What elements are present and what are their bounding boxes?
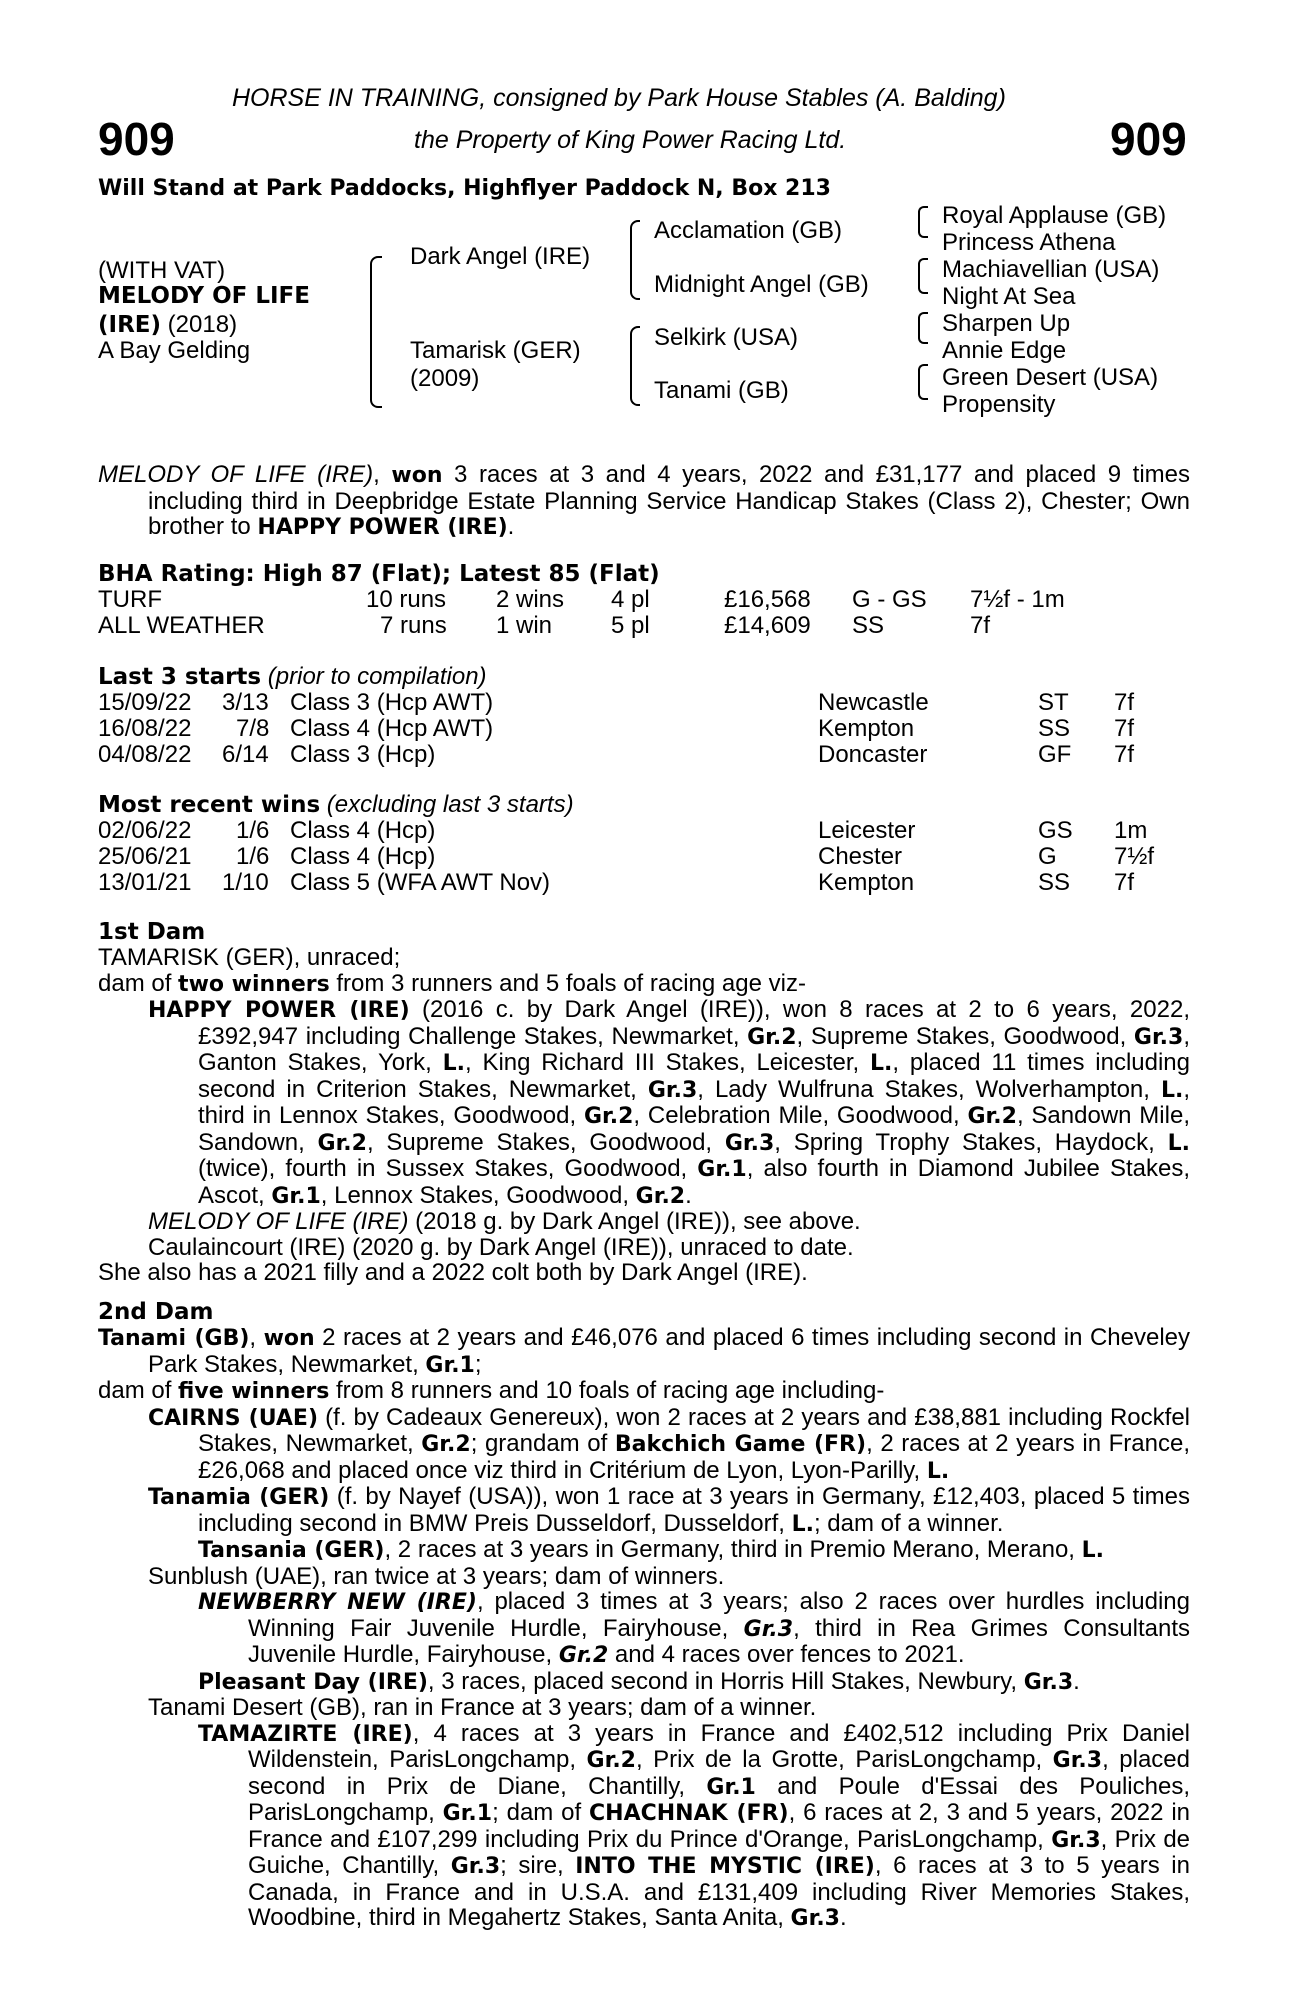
last3-course: Newcastle: [818, 689, 929, 716]
horse-name: MELODY OF LIFE: [98, 283, 310, 309]
tanamia-entry: Tanamia (GER) (f. by Nayef (USA)), won 1 race at 3 years in Germany, £12,403, placed 5 times including second in BMW Preis Dusseldorf, Dusseldorf, L.; dam of a winner.: [148, 1483, 1190, 1537]
pedigree-brace-ss: [918, 206, 928, 238]
recent-pos: 1/10: [222, 869, 269, 896]
last3-dist: 7f: [1114, 741, 1135, 768]
rating-heading: BHA Rating: High 87 (Flat); Latest 85 (Flat): [98, 561, 660, 587]
rating-going: G - GS: [852, 586, 927, 613]
first-dam-name: TAMARISK (GER), unraced;: [98, 944, 401, 971]
recent-pos: 1/6: [236, 817, 270, 844]
rating-surface: ALL WEATHER: [98, 612, 265, 639]
sunblush-entry: Sunblush (UAE), ran twice at 3 years; dam of winners.: [148, 1562, 725, 1590]
pedigree-sdd: Night At Sea: [942, 283, 1076, 310]
last3-pos: 3/13: [222, 689, 269, 716]
pedigree-dam: Tamarisk (GER): [410, 337, 581, 364]
last3-dist: 7f: [1114, 715, 1135, 742]
pedigree-dam-year: (2009): [410, 365, 480, 392]
pedigree-sds: Machiavellian (USA): [942, 256, 1160, 283]
horse-name-line2: (IRE) (2018): [98, 311, 238, 338]
rating-wins: 1 win: [496, 612, 553, 639]
pedigree-sire-dam: Midnight Angel (GB): [654, 271, 869, 298]
rating-wins: 2 wins: [496, 586, 565, 613]
recent-date: 13/01/21: [98, 869, 192, 896]
tamazirte-entry: TAMAZIRTE (IRE), 4 races at 3 years in France and £402,512 including Prix Daniel Wildenstein, ParisLongchamp, Gr.2, Prix de la Grotte, ParisLongchamp, Gr.3, placed second in Prix de Diane, Chantilly, Gr.1 and Poule d'Essai des Pouliches, ParisLongchamp, Gr.1; dam of CHACHNAK (FR), 6 races at 2, 3 and 5 years, 2022 in France and £107,299 including Prix du Prince d'Orange, ParisLongchamp, Gr.3, Prix de Guiche, Chantilly, Gr.3; sire, INTO THE MYSTIC (IRE), 6 races at 3 to 5 years in Canada, in France and in U.S.A. and £131,409 including River Memories Stakes, Woodbine, third in Megahertz Stakes, Santa Anita, Gr.3.: [198, 1719, 1191, 1931]
last3-going: ST: [1038, 689, 1069, 716]
tansania-entry: Tansania (GER), 2 races at 3 years in Germany, third in Premio Merano, Merano, L.: [198, 1536, 1105, 1563]
recent-dist: 7f: [1114, 869, 1135, 896]
recent-course: Kempton: [818, 869, 915, 896]
second-dam-heading: 2nd Dam: [98, 1299, 214, 1325]
recent-class: Class 4 (Hcp): [290, 843, 436, 870]
last3-course: Doncaster: [818, 741, 928, 768]
recent-dist: 7½f: [1114, 843, 1155, 870]
rating-surface: TURF: [98, 586, 162, 613]
recent-date: 02/06/22: [98, 817, 192, 844]
last3-going: SS: [1038, 715, 1071, 742]
recent-pos: 1/6: [236, 843, 270, 870]
recent-course: Leicester: [818, 817, 916, 844]
cairns-entry: CAIRNS (UAE) (f. by Cadeaux Genereux), won 2 races at 2 years and £38,881 including Rockfel Stakes, Newmarket, Gr.2; grandam of Bakchich Game (FR), 2 races at 2 years in France, £26,068 and placed once viz third in Critérium de Lyon, Lyon-Parilly, L.: [148, 1403, 1190, 1484]
last3-class: Class 4 (Hcp AWT): [290, 715, 494, 742]
rating-money: £16,568: [724, 586, 811, 613]
tanami-entry: Tanami (GB), won 2 races at 2 years and £46,076 and placed 6 times including second in Cheveley Park Stakes, Newmarket, Gr.1;: [98, 1324, 1191, 1378]
last3-pos: 7/8: [236, 715, 270, 742]
recent-dist: 1m: [1114, 817, 1148, 844]
lot-number-left: 909: [98, 113, 175, 165]
pedigree-ssd: Princess Athena: [942, 229, 1116, 256]
pedigree-sire: Dark Angel (IRE): [410, 243, 591, 270]
pedigree-dds: Green Desert (USA): [942, 364, 1159, 391]
recent-class: Class 4 (Hcp): [290, 817, 436, 844]
property-line: the Property of King Power Racing Ltd.: [414, 126, 847, 154]
lot-number-right: 909: [1110, 113, 1187, 165]
recent-going: GS: [1038, 817, 1073, 844]
caulaincourt-entry: Caulaincourt (IRE) (2020 g. by Dark Angel (IRE)), unraced to date.: [148, 1233, 854, 1261]
race-summary: MELODY OF LIFE (IRE), won 3 races at 3 and 4 years, 2022 and £31,177 and placed 9 times including third in Deepbridge Estate Planning Service Handicap Stakes (Class 2), Chester; Own brother to HAPPY POWER (IRE).: [98, 461, 1191, 540]
pedigree-sire-sire: Acclamation (GB): [654, 217, 843, 244]
last3-date: 15/09/22: [98, 689, 192, 716]
pedigree-brace-ds: [918, 312, 928, 344]
pedigree-dam-sire: Selkirk (USA): [654, 324, 799, 351]
last3-dist: 7f: [1114, 689, 1135, 716]
vat-label: (WITH VAT): [98, 257, 226, 284]
pedigree-brace-dd: [918, 364, 928, 400]
tanami-desert-entry: Tanami Desert (GB), ran in France at 3 years; dam of a winner.: [148, 1694, 817, 1721]
pedigree-sss: Royal Applause (GB): [942, 202, 1167, 229]
second-dam-section: [98, 1325, 1190, 1932]
pedigree-dam-dam: Tanami (GB): [654, 377, 789, 404]
first-dam-produce: dam of two winners from 3 runners and 5 foals of racing age viz-: [98, 969, 806, 997]
consignment-line: HORSE IN TRAINING, consigned by Park House Stables (A. Balding): [232, 84, 1006, 112]
last3-class: Class 3 (Hcp): [290, 741, 436, 768]
stand-location: Will Stand at Park Paddocks, Highflyer Paddock N, Box 213: [98, 176, 831, 201]
rating-runs: 10 runs: [366, 586, 447, 613]
recent-course: Chester: [818, 843, 903, 870]
horse-description: A Bay Gelding: [98, 337, 251, 364]
last3-heading: Last 3 starts (prior to compilation): [98, 663, 487, 690]
happy-power-entry: HAPPY POWER (IRE) (2016 c. by Dark Angel (IRE)), won 8 races at 2 to 6 years, 2022, £392,947 including Challenge Stakes, Newmarket, Gr.2, Supreme Stakes, Goodwood, Gr.3, Ganton Stakes, York, L., King Richard III Stakes, Leicester, L., placed 11 times including second in Criterion Stakes, Newmarket, Gr.3, Lady Wulfruna Stakes, Wolverhampton, L., third in Lennox Stakes, Goodwood, Gr.2, Celebration Mile, Goodwood, Gr.2, Sandown Mile, Sandown, Gr.2, Supreme Stakes, Goodwood, Gr.3, Spring Trophy Stakes, Haydock, L. (twice), fourth in Sussex Stakes, Goodwood, Gr.1, also fourth in Diamond Jubilee Stakes, Ascot, Gr.1, Lennox Stakes, Goodwood, Gr.2.: [148, 996, 1191, 1209]
rating-distance: 7½f - 1m: [970, 586, 1065, 613]
recent-going: G: [1038, 843, 1057, 870]
rating-pl: 4 pl: [611, 586, 650, 613]
melody-entry: MELODY OF LIFE (IRE) (2018 g. by Dark Angel (IRE)), see above.: [148, 1208, 861, 1235]
last3-pos: 6/14: [222, 741, 269, 768]
last3-course: Kempton: [818, 715, 915, 742]
pedigree-brace-main: [370, 256, 382, 408]
recent-date: 25/06/21: [98, 843, 192, 870]
pedigree-brace-dam: [630, 326, 640, 406]
first-dam-section: [98, 945, 1190, 1286]
rating-runs: 7 runs: [380, 612, 447, 639]
tanami-produce: dam of five winners from 8 runners and 10 foals of racing age including-: [98, 1377, 885, 1404]
last3-date: 04/08/22: [98, 741, 192, 768]
rating-distance: 7f: [970, 612, 991, 639]
dam-also-has: She also has a 2021 filly and a 2022 colt both by Dark Angel (IRE).: [98, 1259, 808, 1286]
pedigree-ddd: Propensity: [942, 391, 1056, 418]
recent-wins-heading: Most recent wins (excluding last 3 starts): [98, 791, 574, 818]
last3-class: Class 3 (Hcp AWT): [290, 689, 494, 716]
rating-pl: 5 pl: [611, 612, 650, 639]
last3-date: 16/08/22: [98, 715, 192, 742]
newberry-entry: NEWBERRY NEW (IRE), placed 3 times at 3 years; also 2 races over hurdles including Winning Fair Juvenile Hurdle, Fairyhouse, Gr.3, third in Rea Grimes Consultants Juvenile Hurdle, Fairyhouse, Gr.2 and 4 races over fences to 2021.: [198, 1588, 1190, 1668]
last3-going: GF: [1038, 741, 1072, 768]
pleasant-day-entry: Pleasant Day (IRE), 3 races, placed second in Horris Hill Stakes, Newbury, Gr.3.: [198, 1667, 1080, 1695]
pedigree-brace-sd: [918, 258, 928, 294]
recent-class: Class 5 (WFA AWT Nov): [290, 869, 551, 896]
pedigree-brace-sire: [630, 220, 640, 300]
recent-going: SS: [1038, 869, 1071, 896]
rating-money: £14,609: [724, 612, 811, 639]
rating-going: SS: [852, 612, 885, 639]
pedigree-dss: Sharpen Up: [942, 310, 1071, 337]
pedigree-dsd: Annie Edge: [942, 337, 1067, 364]
first-dam-heading: 1st Dam: [98, 919, 206, 945]
